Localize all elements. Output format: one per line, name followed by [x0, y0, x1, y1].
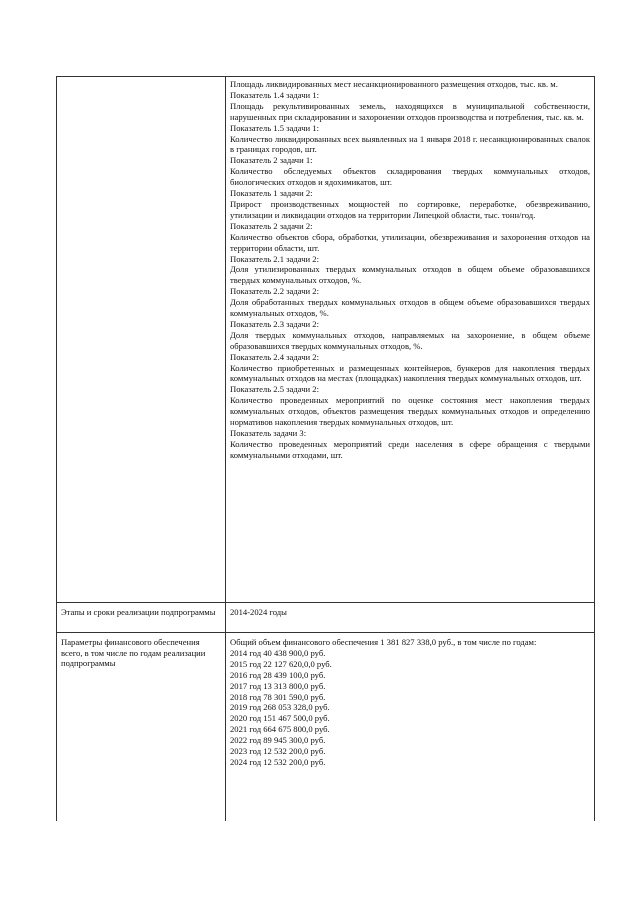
stages-value — [226, 603, 594, 618]
funding-year: 2022 год 89 945 300,0 руб. — [230, 735, 326, 746]
table-row-indicators — [57, 77, 595, 603]
indicator-heading: Показатель 1.5 задачи 1: — [230, 122, 319, 133]
indicator-line: Количество обследуемых объектов складирования твердых коммунальных отходов, биологических отходов и ядохимикатов, шт. — [230, 166, 590, 188]
table-row-stages — [57, 603, 595, 633]
funding-year: 2014 год 40 438 900,0 руб. — [230, 647, 326, 658]
indicator-line: Количество приобретенных и размещенных контейнеров, бункеров для накопления твердых коммунальных отходов на местах (площадках) накопления твердых коммунальных отходов, шт. — [230, 362, 590, 384]
indicator-line: Доля утилизированных твердых коммунальных отходов в общем объеме образовавшихся твердых коммунальных отходов, %. — [230, 264, 590, 286]
indicator-heading: Показатель 2 задачи 2: — [230, 220, 313, 231]
indicator-line: Доля твердых коммунальных отходов, направляемых на захоронение, в общем объеме образовавшихся твердых коммунальных отходов, %. — [230, 329, 590, 351]
table-row-funding — [57, 633, 595, 822]
indicator-heading: Показатель 2.1 задачи 2: — [230, 253, 319, 264]
row-label: Этапы и сроки реализации подпрограммы — [61, 607, 216, 617]
row-content-cell — [226, 603, 595, 633]
row-content-cell — [226, 633, 595, 822]
row-label-cell — [57, 77, 226, 603]
funding-year: 2024 год 12 532 200,0 руб. — [230, 756, 326, 767]
indicator-heading: Показатель 2.2 задачи 2: — [230, 286, 319, 297]
indicator-line: Прирост производственных мощностей по сортировке, переработке, обезвреживанию, утилизации и ликвидации отходов на территории Липецкой области, тыс. тонн/год. — [230, 198, 590, 220]
row-label: Параметры финансового обеспечения всего, в том числе по годам реализации подпрограммы — [61, 637, 206, 669]
funding-year: 2020 год 151 467 500,0 руб. — [230, 713, 330, 724]
indicators-list — [226, 77, 594, 461]
indicator-heading: Показатель 2 задачи 1: — [230, 155, 313, 166]
subprogram-passport-table — [56, 76, 595, 821]
funding-total: Общий объем финансового обеспечения 1 381 827 338,0 руб., в том числе по годам: — [230, 637, 537, 647]
indicator-line: Количество объектов сбора, обработки, утилизации, обезвреживания и захоронения отходов на территории области, шт. — [230, 231, 590, 253]
funding-year: 2018 год 78 301 590,0 руб. — [230, 691, 326, 702]
funding-year: 2016 год 28 439 100,0 руб. — [230, 669, 326, 680]
funding-year: 2017 год 13 313 800,0 руб. — [230, 680, 326, 691]
funding-year: 2023 год 12 532 200,0 руб. — [230, 746, 326, 757]
indicator-line: Количество ликвидированных всех выявленных на 1 января 2018 г. несанкционированных свалок в границах городов, шт. — [230, 133, 590, 155]
indicator-heading: Показатель задачи 3: — [230, 428, 307, 438]
funding-year: 2015 год 22 127 620,0,0 руб. — [230, 658, 332, 669]
indicator-line: Площадь ликвидированных мест несанкционированного размещения отходов, тыс. кв. м. — [230, 79, 558, 89]
indicator-heading: Показатель 2.3 задачи 2: — [230, 318, 319, 329]
row-label — [57, 77, 225, 79]
indicator-heading: Показатель 2.5 задачи 2: — [230, 384, 319, 395]
row-label-cell — [57, 603, 226, 633]
indicator-line: Площадь рекультивированных земель, находящихся в муниципальной собственности, нарушенных при складировании и захоронении отходов производства и потребления, тыс. кв. м. — [230, 100, 590, 122]
funding-list — [226, 633, 594, 768]
stages-line: 2014-2024 годы — [230, 607, 287, 617]
row-content-cell — [226, 77, 595, 603]
indicator-heading: Показатель 2.4 задачи 2: — [230, 351, 319, 362]
funding-year: 2021 год 664 675 800,0 руб. — [230, 724, 330, 735]
indicator-line: Доля обработанных твердых коммунальных отходов в общем объеме образовавшихся твердых коммунальных отходов, %. — [230, 297, 590, 319]
indicator-line: Количество проведенных мероприятий среди населения в сфере обращения с твердыми коммунальными отходами, шт. — [230, 438, 590, 460]
funding-year: 2019 год 268 053 328,0 руб. — [230, 702, 330, 713]
indicator-line: Количество проведенных мероприятий по оценке состояния мест накопления твердых коммунальных отходов, объектов размещения твердых коммунальных отходов и определению нормативов накопления твердых коммунальных отходов, шт. — [230, 395, 590, 428]
indicator-heading: Показатель 1 задачи 2: — [230, 188, 313, 199]
indicator-heading: Показатель 1.4 задачи 1: — [230, 89, 319, 100]
row-label-cell — [57, 633, 226, 822]
